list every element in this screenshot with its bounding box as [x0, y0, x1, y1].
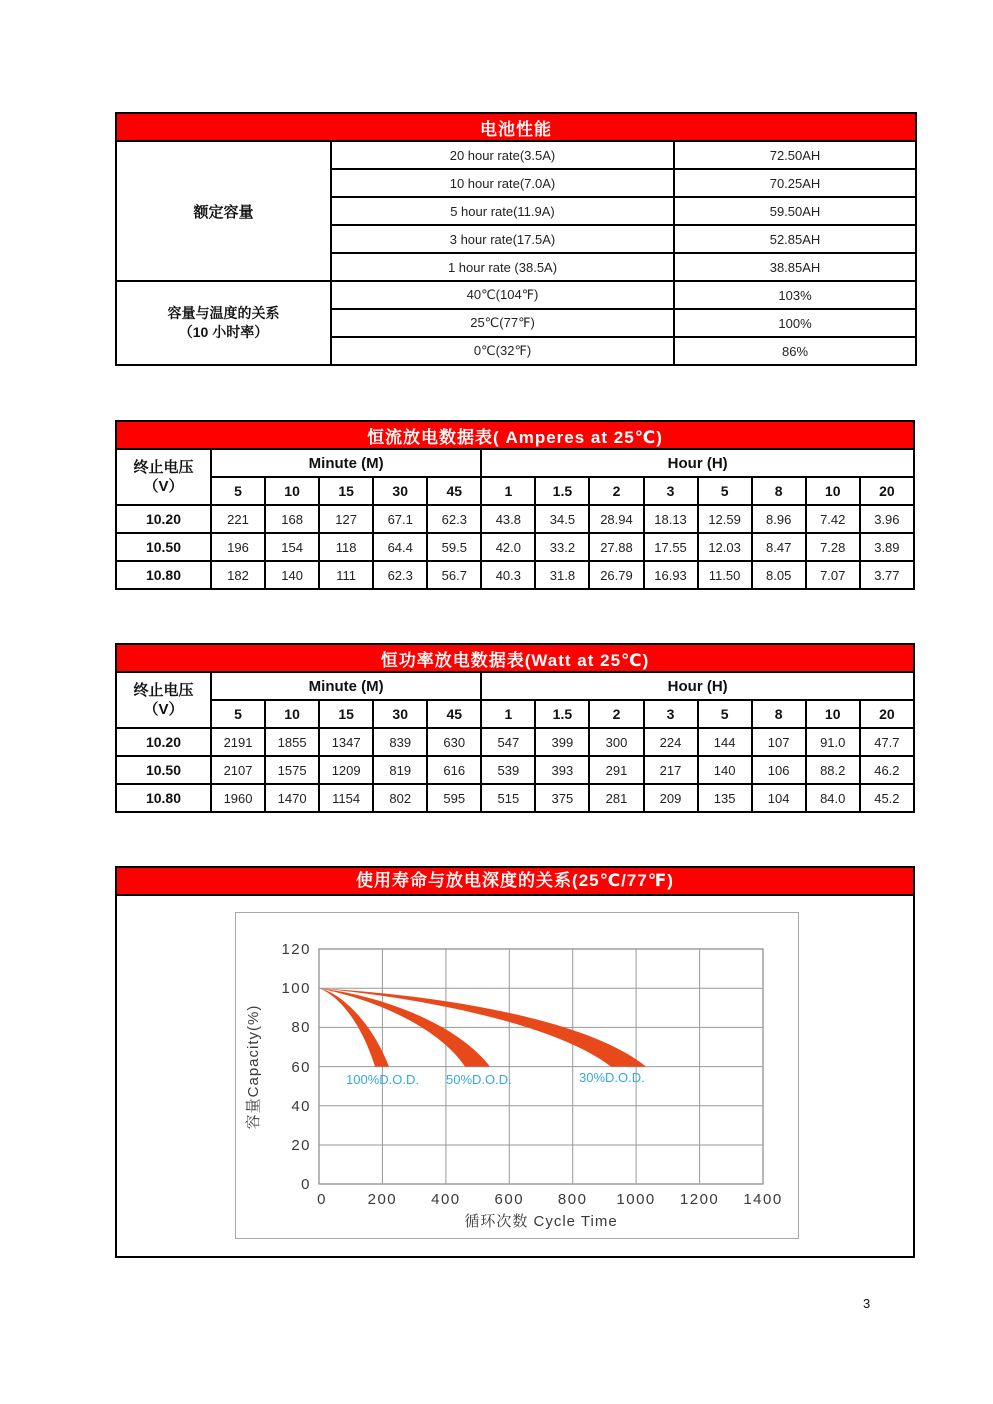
- table-title-row: [116, 421, 914, 449]
- value-cell: 84.0: [806, 784, 860, 812]
- value-cell: 281: [589, 784, 643, 812]
- value-cell: 62.3: [427, 505, 481, 533]
- value-cell: 595: [427, 784, 481, 812]
- value-cell: 300: [589, 728, 643, 756]
- y-tick: 20: [291, 1137, 311, 1154]
- value-cell: 47.7: [860, 728, 914, 756]
- value-cell: 2107: [211, 756, 265, 784]
- rate-value: 70.25AH: [674, 169, 916, 197]
- temp-name: 25℃(77℉): [331, 309, 674, 337]
- temp-value: 100%: [674, 309, 916, 337]
- value-cell: 8.96: [752, 505, 806, 533]
- rate-name: 5 hour rate(11.9A): [331, 197, 674, 225]
- col-header: 8: [752, 477, 806, 505]
- rate-name: 1 hour rate (38.5A): [331, 253, 674, 281]
- x-tick: 800: [557, 1191, 588, 1208]
- value-cell: 56.7: [427, 561, 481, 589]
- value-cell: 45.2: [860, 784, 914, 812]
- value-cell: 1209: [319, 756, 373, 784]
- voltage-cell: 10.80: [116, 784, 211, 812]
- page-number: 3: [863, 1296, 871, 1311]
- value-cell: 168: [265, 505, 319, 533]
- y-axis-title: 容量Capacity(%): [245, 1004, 262, 1130]
- temp-capacity-label: [116, 281, 331, 365]
- cycle-life-chart: [235, 912, 799, 1239]
- group-header-row: [116, 449, 914, 477]
- value-cell: 34.5: [535, 505, 589, 533]
- value-cell: 7.07: [806, 561, 860, 589]
- end-voltage-line1: 终止电压: [133, 681, 194, 699]
- voltage-cell: 10.50: [116, 533, 211, 561]
- constant-current-title: 恒流放电数据表( Amperes at 25℃): [116, 421, 914, 449]
- y-tick: 100: [281, 980, 311, 997]
- constant-current-table: [115, 420, 915, 590]
- x-axis-title: 循环次数 Cycle Time: [464, 1213, 618, 1230]
- value-cell: 515: [481, 784, 535, 812]
- value-cell: 88.2: [806, 756, 860, 784]
- col-header: 5: [698, 700, 752, 728]
- end-voltage-header: [116, 449, 211, 505]
- battery-performance-section: [115, 112, 915, 366]
- rated-capacity-label: 额定容量: [116, 141, 331, 281]
- col-header: 1: [481, 700, 535, 728]
- value-cell: 802: [373, 784, 427, 812]
- voltage-cell: 10.50: [116, 756, 211, 784]
- col-header: 30: [373, 477, 427, 505]
- col-header: 15: [319, 700, 373, 728]
- value-cell: 2191: [211, 728, 265, 756]
- value-cell: 291: [589, 756, 643, 784]
- table-row: [116, 281, 916, 309]
- value-cell: 630: [427, 728, 481, 756]
- value-cell: 46.2: [860, 756, 914, 784]
- y-tick: 60: [291, 1059, 311, 1076]
- col-header: 10: [265, 700, 319, 728]
- value-cell: 91.0: [806, 728, 860, 756]
- constant-power-title: 恒功率放电数据表(Watt at 25℃): [116, 644, 914, 672]
- value-cell: 399: [535, 728, 589, 756]
- y-tick-labels: [281, 941, 311, 1193]
- value-cell: 3.96: [860, 505, 914, 533]
- voltage-cell: 10.20: [116, 728, 211, 756]
- data-row: [116, 533, 914, 561]
- hour-group-header: Hour (H): [481, 449, 914, 477]
- x-tick: 600: [494, 1191, 525, 1208]
- dod-label-50: 50%D.O.D.: [446, 1072, 512, 1087]
- value-cell: 40.3: [481, 561, 535, 589]
- voltage-cell: 10.80: [116, 561, 211, 589]
- column-header-row: [116, 700, 914, 728]
- value-cell: 28.94: [589, 505, 643, 533]
- value-cell: 7.42: [806, 505, 860, 533]
- cycle-life-title: 使用寿命与放电深度的关系(25℃/77℉): [117, 868, 913, 896]
- col-header: 5: [211, 477, 265, 505]
- cycle-life-svg: [236, 913, 798, 1238]
- value-cell: 209: [644, 784, 698, 812]
- temp-value: 86%: [674, 337, 916, 365]
- y-tick: 120: [281, 941, 311, 958]
- voltage-cell: 10.20: [116, 505, 211, 533]
- value-cell: 3.89: [860, 533, 914, 561]
- col-header: 45: [427, 477, 481, 505]
- data-row: [116, 784, 914, 812]
- value-cell: 12.03: [698, 533, 752, 561]
- x-tick: 400: [431, 1191, 461, 1208]
- col-header: 10: [265, 477, 319, 505]
- value-cell: 3.77: [860, 561, 914, 589]
- value-cell: 154: [265, 533, 319, 561]
- value-cell: 43.8: [481, 505, 535, 533]
- end-voltage-line1: 终止电压: [133, 458, 194, 476]
- col-header: 45: [427, 700, 481, 728]
- value-cell: 547: [481, 728, 535, 756]
- x-tick: 200: [367, 1191, 398, 1208]
- value-cell: 616: [427, 756, 481, 784]
- col-header: 10: [806, 700, 860, 728]
- value-cell: 64.4: [373, 533, 427, 561]
- dod-label-100: 100%D.O.D.: [346, 1072, 419, 1087]
- col-header: 5: [698, 477, 752, 505]
- value-cell: 1960: [211, 784, 265, 812]
- end-voltage-header: [116, 672, 211, 728]
- value-cell: 8.47: [752, 533, 806, 561]
- value-cell: 106: [752, 756, 806, 784]
- value-cell: 12.59: [698, 505, 752, 533]
- value-cell: 140: [698, 756, 752, 784]
- value-cell: 11.50: [698, 561, 752, 589]
- table-row: [116, 141, 916, 169]
- group-header-row: [116, 672, 914, 700]
- dod-label-30: 30%D.O.D.: [579, 1070, 645, 1085]
- rate-name: 20 hour rate(3.5A): [331, 141, 674, 169]
- column-header-row: [116, 477, 914, 505]
- data-row: [116, 505, 914, 533]
- value-cell: 7.28: [806, 533, 860, 561]
- hour-group-header: Hour (H): [481, 672, 914, 700]
- value-cell: 1470: [265, 784, 319, 812]
- end-voltage-line2: （V）: [143, 478, 184, 495]
- x-tick: 0: [317, 1191, 327, 1208]
- col-header: 3: [644, 700, 698, 728]
- value-cell: 107: [752, 728, 806, 756]
- value-cell: 182: [211, 561, 265, 589]
- value-cell: 59.5: [427, 533, 481, 561]
- col-header: 2: [589, 477, 643, 505]
- value-cell: 539: [481, 756, 535, 784]
- value-cell: 1575: [265, 756, 319, 784]
- value-cell: 144: [698, 728, 752, 756]
- value-cell: 67.1: [373, 505, 427, 533]
- data-row: [116, 561, 914, 589]
- constant-current-section: [115, 420, 915, 590]
- constant-power-section: [115, 643, 915, 813]
- value-cell: 16.93: [644, 561, 698, 589]
- col-header: 20: [860, 477, 914, 505]
- dod-labels: [346, 1070, 645, 1087]
- temp-capacity-label-line2: （10 小时率）: [178, 324, 269, 340]
- value-cell: 839: [373, 728, 427, 756]
- value-cell: 118: [319, 533, 373, 561]
- col-header: 1.5: [535, 477, 589, 505]
- temp-name: 0℃(32℉): [331, 337, 674, 365]
- value-cell: 33.2: [535, 533, 589, 561]
- rate-value: 72.50AH: [674, 141, 916, 169]
- value-cell: 26.79: [589, 561, 643, 589]
- value-cell: 135: [698, 784, 752, 812]
- temp-capacity-label-line1: 容量与温度的关系: [167, 305, 280, 322]
- value-cell: 111: [319, 561, 373, 589]
- table-title-row: [116, 113, 916, 141]
- end-voltage-line2: （V）: [143, 701, 184, 718]
- col-header: 20: [860, 700, 914, 728]
- y-tick: 40: [291, 1098, 311, 1115]
- col-header: 8: [752, 700, 806, 728]
- value-cell: 8.05: [752, 561, 806, 589]
- minute-group-header: Minute (M): [211, 672, 481, 700]
- col-header: 10: [806, 477, 860, 505]
- value-cell: 140: [265, 561, 319, 589]
- constant-power-table: [115, 643, 915, 813]
- value-cell: 31.8: [535, 561, 589, 589]
- value-cell: 224: [644, 728, 698, 756]
- value-cell: 393: [535, 756, 589, 784]
- value-cell: 27.88: [589, 533, 643, 561]
- temp-name: 40℃(104℉): [331, 281, 674, 309]
- data-row: [116, 728, 914, 756]
- value-cell: 62.3: [373, 561, 427, 589]
- y-tick: 80: [291, 1019, 311, 1036]
- col-header: 5: [211, 700, 265, 728]
- battery-performance-table: [115, 112, 917, 366]
- value-cell: 221: [211, 505, 265, 533]
- value-cell: 42.0: [481, 533, 535, 561]
- value-cell: 127: [319, 505, 373, 533]
- rate-name: 10 hour rate(7.0A): [331, 169, 674, 197]
- value-cell: 217: [644, 756, 698, 784]
- minute-group-header: Minute (M): [211, 449, 481, 477]
- value-cell: 18.13: [644, 505, 698, 533]
- x-tick: 1000: [616, 1191, 656, 1208]
- value-cell: 1347: [319, 728, 373, 756]
- value-cell: 104: [752, 784, 806, 812]
- y-tick: 0: [301, 1176, 311, 1193]
- rate-value: 38.85AH: [674, 253, 916, 281]
- cycle-life-section: [115, 866, 915, 1258]
- value-cell: 17.55: [644, 533, 698, 561]
- value-cell: 196: [211, 533, 265, 561]
- col-header: 3: [644, 477, 698, 505]
- value-cell: 1855: [265, 728, 319, 756]
- battery-performance-title: 电池性能: [116, 113, 916, 141]
- table-title-row: [116, 644, 914, 672]
- col-header: 1: [481, 477, 535, 505]
- value-cell: 375: [535, 784, 589, 812]
- col-header: 2: [589, 700, 643, 728]
- rate-value: 52.85AH: [674, 225, 916, 253]
- value-cell: 1154: [319, 784, 373, 812]
- col-header: 1.5: [535, 700, 589, 728]
- rate-name: 3 hour rate(17.5A): [331, 225, 674, 253]
- x-tick-labels: [317, 1191, 783, 1208]
- col-header: 30: [373, 700, 427, 728]
- col-header: 15: [319, 477, 373, 505]
- x-tick: 1200: [679, 1191, 720, 1208]
- value-cell: 819: [373, 756, 427, 784]
- rate-value: 59.50AH: [674, 197, 916, 225]
- data-row: [116, 756, 914, 784]
- x-tick: 1400: [743, 1191, 783, 1208]
- temp-value: 103%: [674, 281, 916, 309]
